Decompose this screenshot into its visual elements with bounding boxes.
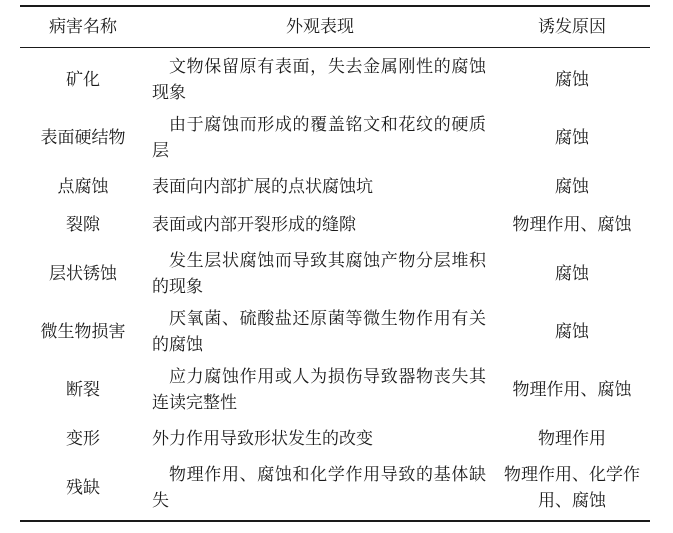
disease-name: 断裂: [66, 380, 100, 400]
disease-name: 裂隙: [66, 215, 100, 235]
cause-text: 腐蚀: [555, 264, 589, 284]
disease-name: 点腐蚀: [57, 177, 109, 197]
cause-text: 物理作用、腐蚀: [512, 215, 632, 235]
appearance-text: 表面或内部开裂形成的缝隙: [152, 215, 356, 235]
appearance-text: 厌氧菌、硫酸盐还原菌等微生物作用有关的腐蚀: [152, 309, 486, 355]
disease-name: 残缺: [66, 478, 100, 498]
cause-text: 腐蚀: [555, 70, 589, 90]
header-cause: 诱发原因: [538, 17, 606, 37]
disease-name: 变形: [66, 429, 100, 449]
appearance-text: 外力作用导致形状发生的改变: [152, 429, 373, 449]
appearance-text: 物理作用、腐蚀和化学作用导致的基体缺失: [152, 465, 486, 511]
table-row: [20, 422, 650, 456]
appearance-text: 文物保留原有表面，失去金属刚性的腐蚀现象: [152, 57, 486, 103]
table-row: [20, 208, 650, 242]
table-row: [20, 364, 650, 416]
header-row: [20, 7, 650, 47]
disease-name: 表面硬结物: [40, 128, 126, 148]
appearance-text: 应力腐蚀作用或人为损伤导致器物丧失其连读完整性: [152, 367, 486, 413]
disease-name: 层状锈蚀: [49, 264, 117, 284]
cause-text: 腐蚀: [555, 322, 589, 342]
bottom-rule: [20, 520, 650, 522]
disease-name: 微生物损害: [40, 322, 126, 342]
header-rule: [20, 47, 650, 48]
table-row: [20, 54, 650, 106]
header-appearance: 外观表现: [286, 17, 354, 37]
cause-text: 物理作用: [538, 429, 606, 449]
disease-table: [20, 5, 650, 522]
appearance-text: 发生层状腐蚀而导致其腐蚀产物分层堆积的现象: [152, 251, 486, 297]
disease-name: 矿化: [66, 70, 100, 90]
cause-text: 物理作用、化学作用、腐蚀: [504, 465, 640, 511]
table-row: [20, 306, 650, 358]
cause-text: 腐蚀: [555, 177, 589, 197]
appearance-text: 表面向内部扩展的点状腐蚀坑: [152, 177, 373, 197]
table-row: [20, 462, 650, 514]
table-row: [20, 170, 650, 204]
appearance-text: 由于腐蚀而形成的覆盖铭文和花纹的硬质层: [152, 115, 486, 161]
cause-text: 物理作用、腐蚀: [512, 380, 632, 400]
header-disease-name: 病害名称: [49, 17, 117, 37]
table-row: [20, 112, 650, 164]
table-row: [20, 248, 650, 300]
cause-text: 腐蚀: [555, 128, 589, 148]
